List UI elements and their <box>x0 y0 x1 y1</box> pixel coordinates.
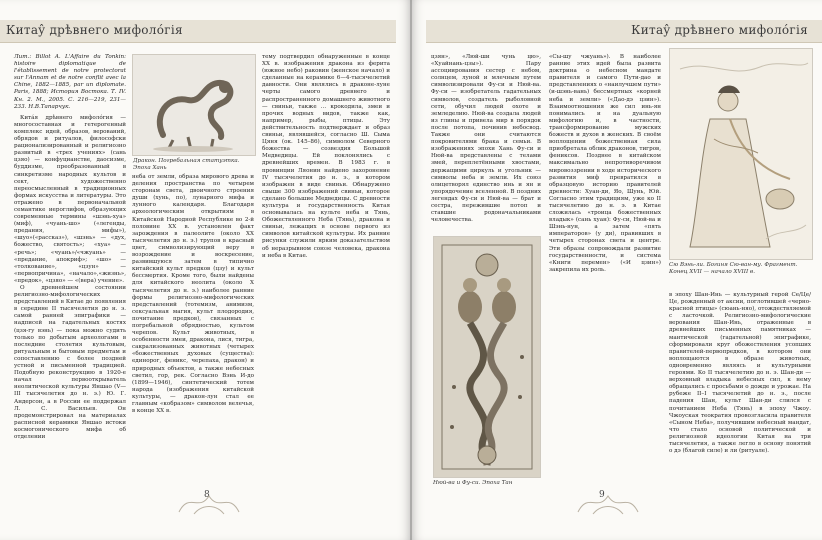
right-running-title: Китаŷ дрѣвнего мифолóгія <box>631 23 808 37</box>
book-fold <box>410 0 412 540</box>
nuwa-fuxi-caption: Нюй-ва и Фу-си. Эпоха Тан <box>433 480 513 486</box>
nuwa-fuxi-illustration <box>434 237 540 477</box>
left-page-number: 8 <box>204 490 210 500</box>
right-ornament-icon <box>573 482 643 516</box>
dragon-illustration <box>133 55 255 155</box>
xiwangmu-caption: Сю Вэнь-ли. Богиня Сю-ван-му. Фрагмент. Конец XVII — начало XVIII в. <box>669 262 798 275</box>
article-paragraph: О древнейшем состоянии религиозно-мифологических представлений в Китае до появления в середине II тысячелетия до н. э. самой ранней эпиграфики — надписей на гадательных костях (цзя-гу вэнь) — пока можно судить только по добытым археологами в последние столетия культовым, ритуальным и бытовым предметам и сопоставлению с более поздней устной и письменной традицией. Подобную реконструкцию в 1920-е начал первооткрыватель неолитической культуры Яншао (V—III тысячелетия до н. э.) Ю. Г. Андерсон, а в России ее поддержал Л. С. Васильев. Он продемонстрировал на материалах расписной керамики Яншао истоки космогонического мифа об отделении <box>14 285 126 440</box>
article-lead-paragraph: Китáя дрѣвнего мифолóгия — многосоставная и гетерогенный комплекс идей, образов, верований, обрядов и ритуалов, философски рационализированный и религиозно развитый в «трех учениях» (сань цзяо) — конфуцианстве, даосизме, буддизме, преобразованный в синкретизме народных культов и сект, художественно переосмысленный в традиционных формах искусства и литературы. Это отражено в первоначальной семантике иероглифов, образующих современные термины «шэнь-хуа» (миф), «чуань-шо» («легенды, предания, мифы»), «шуо»(«рассказ»), «шэнь» — «дух, божество, святость»; «хуа» — «речь»; «чуань»/«чжуань» — «предание, апокриф»; «шо» — «толкование», «цзун» — «первопричина», «начало»,«жизнь», «предок», «цзяо» — «(вера) учение». <box>14 114 126 284</box>
literature-reference: Лит.: Billot A. L'Affaire du Tonkin: histoire diplomatique de l'établissement de notre protectorat sur l'Annam et de notre conflit avec la Chine, 1882—1885, par un diplomate. Paris, 1888; История Востока. Т. IV. Кн. 2. М., 2005. С. 216—219, 231—233. Н.В.Тапарчук. <box>14 54 126 110</box>
article-paragraph: цзян», «Люй-ши чунь цю», «Хуайнань-цзы»). Пару ассоциирования сестер с небом, солнцем, луной и млечным путем символизировали Фу-си и Нюй-ва. Фу-си — изобретатель гадательных символов, создатель рыболовной сети, обучил людей охоте и земледелию. Нюй-ва создала людей из глины и привела мир в порядок после потопа, починив небосвод. Также они считаются покровителями брака и семьи. В изображениях эпохи Хань Фу-си и Нюй-ва представлены с телами змей, переплетёнными хвостами, держащими циркуль и угольник — символы неба и земли. Их союз олицетворял единство инь и ян и упорядочение вселенной. В поздних легендах Фу-си и Нюй-ва — брат и сестра, пережившие потоп и ставшие родоначальниками человечества. <box>431 54 541 224</box>
left-page-header <box>0 20 396 43</box>
article-paragraph: неба от земли, образа мирового древа и деления пространства по четырем сторонам света, двоичного строения души (хунь, по), лунарного мифа и лунного календаря. Благодаря археологическим открытиям в Китайской Народной Республике во 2-й половине XX в. установлен факт зарождения в палеолите (около XX тысячелетия до н. э.) трупов в красный цвет, символизирующий веру в возрождение и воскресение, развившуюся затем в типично китайский культ предков (цзу) и культ бессмертия. Кроме того, были найдены для китайского неолита (около X тысячелетия до н. э.) наиболее ранние формы религиозно-мифологических представлений (тотемизм, анимизм, сексуальная магия, культ плодородия, почитание предков), связанных с погребальной обрядностью, культом черепов. Культ животных, в особенности змеи, дракона, лися, тигра, сакрализованных животных (четырех «божественных духовых (существа): единорог, феникс, черепаха, дракон) и природных объектов, а также небесных светил, гор, рек. Согласно Вэнь И-до (1899—1946), синтетический тотем народа (изображения китайской культуры, — дракон-лун стал ее главным «кобразом» символом велечья, в конце ХХ в. <box>132 174 254 415</box>
article-paragraph: в эпоху Шан-Инь — культурный герой Се/Це/Це, рожденный от аксии, поглотившей «черно-красной птицы» (сюань-няо), отождествляемой с ласточкой. Религиозно-мифологические верования Шан-Инь, отраженные в древнейших письменных памятниках — мантической (гадательной) эпиграфике, сформировали круг обожествления усопших правителей-первопредков, в котором они воплощаются в образе животных, одновременно являясь и культурными героями. Ко II тысячелетию до н. э. Шан-ди — верховный владыка небесных сил, к нему обращались с просьбами о дожде и урожае. На рубеже II–I тысячелетий до н. э., после падения Шан, культ Шан-ди слился с почитанием Неба (Тянь) в эпоху Чжоу. Чжоуская теократия провозгласила правителя «Сыном Неба», получившим небесный мандат, что стало основой политической и религиозной идеологии Китая на три тысячелетия, а также легло в основу понятий о дэ (благой силе) и ли (ритуале). <box>669 292 811 455</box>
right-page-header <box>426 20 822 43</box>
xiwangmu-painting-image <box>669 48 813 260</box>
dragon-figurine-image <box>132 54 256 156</box>
left-ornament-icon <box>174 482 244 516</box>
right-column-1 <box>431 54 541 224</box>
xiwangmu-illustration <box>670 49 812 259</box>
right-column-2 <box>549 54 661 274</box>
left-column-1 <box>14 54 126 441</box>
nuwa-fuxi-image <box>433 236 541 478</box>
right-column-3 <box>669 292 811 455</box>
article-paragraph: тему подтвердил обнаруженные в конце XX в. изображения дракона из ферита (южное небо) раковин (женское начало) и сделанные на керамике 6—4-тысячелетий давности. Они являлись в драконе-луне черты самого древнего и распространенного домашнего животного — свиньи, также ... крокодила, змеи и прочих водных видов, также как, например, рыбы, птицы. Эту действительность подтверждает и образ свиньи, являвшейся, согласно Ш. Сыма Цяня (ок. 145–86), символом Северного божества — созвездия Большой Медведицы. Ей поклонялись с древнейших времен. В 1983 г. в провинции Ляонин найдено захоронение IV тысячелетия до н. э., в котором изображен в виде свиньи. Обнаружено свыше 300 изображений свиньи, которое сделано большие Медведицы. С древности культура и государственность Китая основывалась на культе неба и Тянь, Обожествленного Неба (Тянь), дракона и свиньи, лежащих в основе первого из символов китайской культуры. Их ранние рисунки служили ярким доказательством об неразрывном союзе человека, дракона и неба в Китае. <box>262 54 390 259</box>
right-page <box>411 0 822 540</box>
left-running-title: Китаŷ дрѣвнего мифолóгія <box>6 23 183 37</box>
dragon-figure-caption: Дракон. Погребальная статуэтка. Эпоха Хань <box>133 158 240 171</box>
left-column-3 <box>262 54 390 260</box>
right-page-number: 9 <box>599 490 605 500</box>
left-column-2 <box>132 174 254 415</box>
article-paragraph: «Сы-шу чжуань»). В наиболее ранние этих идей была развита доктрина о небесном мандате правителя и самого Пути-дао и представлениях о «наилучшем пути» (и-шэнь-вань) бессмертных «корней неба и земли» («Дао-дэ цзин»). Взаимоотношения же сил инь-ян понимались и на дуальную мифологию и, в частности, трансформирование мужских божеств и духов в женских. В своём воплощении божественная сила приобретала облик драконов, тигров, фениксов. Позднее в китайском максимально непротиворечивом мировоззрении в ходе исторического развития миф превратился в образцовую историю правителей древности: Хуан-ди, Яо, Шунь, Юй. Согласно этим традициям, уже ко II тысячелетию до н. э. в Китае сложилась «троица божественных владык» (сань хуан): Фу-си, Нюй-ва и Шэнь-нун, а затем «пять императоров» (у ди), правивших в четырех сторонах света и центре. Эти образы сопровождали развитие государственности, и система «Книги перемен» («И цзин») закрепила их роль. <box>549 54 661 273</box>
